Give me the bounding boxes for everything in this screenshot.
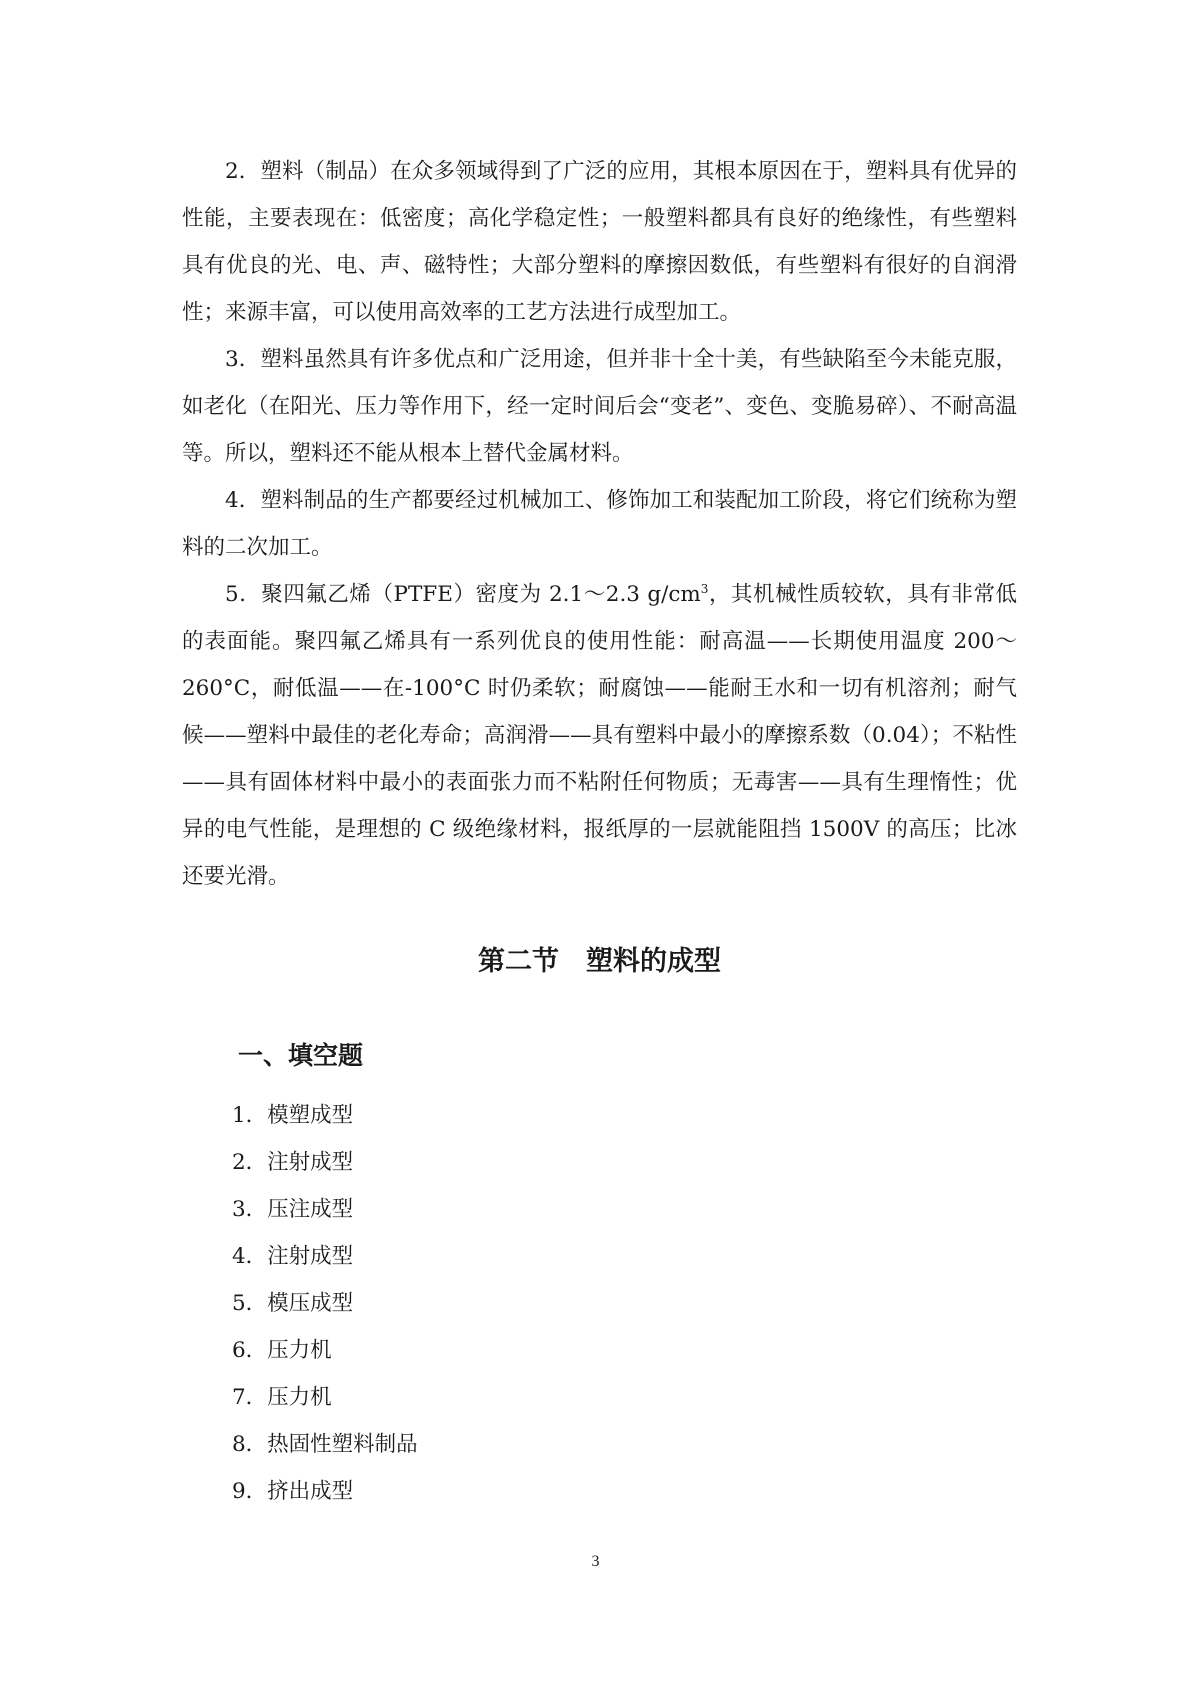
list-item: 4．注射成型 xyxy=(232,1244,354,1269)
superscript-3: 3 xyxy=(700,581,709,596)
list-item: 2．注射成型 xyxy=(232,1150,354,1175)
list-item: 5．模压成型 xyxy=(232,1291,354,1316)
paragraph-2: 2．塑料（制品）在众多领域得到了广泛的应用，其根本原因在于，塑料具有优异的性能，主要表现在：低密度；高化学稳定性；一般塑料都具有良好的绝缘性，有些塑料具有优良的光、电、声、磁特性；大部分塑料的摩擦因数低，有些塑料有很好的自润滑性；来源丰富，可以使用高效率的工艺方法进行成型加工。 xyxy=(182,159,1017,325)
fill-in-answer-list xyxy=(182,1092,1017,1515)
list-item: 8．热固性塑料制品 xyxy=(232,1432,418,1457)
list-item: 9．挤出成型 xyxy=(232,1479,354,1504)
paragraph-5-pre: 5．聚四氟乙烯（PTFE）密度为 2.1～2.3 g/cm xyxy=(225,582,701,607)
page-number: 3 xyxy=(591,1553,600,1570)
list-item: 6．压力机 xyxy=(232,1338,332,1363)
list-item: 1．模塑成型 xyxy=(232,1103,354,1128)
subsection-title: 一、填空题 xyxy=(238,1041,364,1070)
section-title: 第二节 塑料的成型 xyxy=(478,946,721,977)
paragraph-4: 4．塑料制品的生产都要经过机械加工、修饰加工和装配加工阶段，将它们统称为塑料的二次加工。 xyxy=(182,488,1017,560)
list-item: 3．压注成型 xyxy=(232,1197,354,1222)
list-item: 7．压力机 xyxy=(232,1385,332,1410)
paragraph-5-post: ，其机械性质较软，具有非常低的表面能。聚四氟乙烯具有一系列优良的使用性能：耐高温——长期使用温度 200～260°C，耐低温——在-100°C 时仍柔软；耐腐蚀——能耐王水和一切有机溶剂；耐气候——塑料中最佳的老化寿命；高润滑——具有塑料中最小的摩擦系数（0.04）；不粘性——具有固体材料中最小的表面张力而不粘附任何物质；无毒害——具有生理惰性；优异的电气性能，是理想的 C 级绝缘材料，报纸厚的一层就能阻挡 1500V 的高压；比冰还要光滑。 xyxy=(182,582,1017,889)
paragraph-3: 3．塑料虽然具有许多优点和广泛用途，但并非十全十美，有些缺陷至今未能克服，如老化（在阳光、压力等作用下，经一定时间后会“变老”、变色、变脆易碎）、不耐高温等。所以，塑料还不能从根本上替代金属材料。 xyxy=(182,347,1017,466)
page-content xyxy=(182,148,1017,1515)
paragraph-5 xyxy=(182,571,1017,900)
